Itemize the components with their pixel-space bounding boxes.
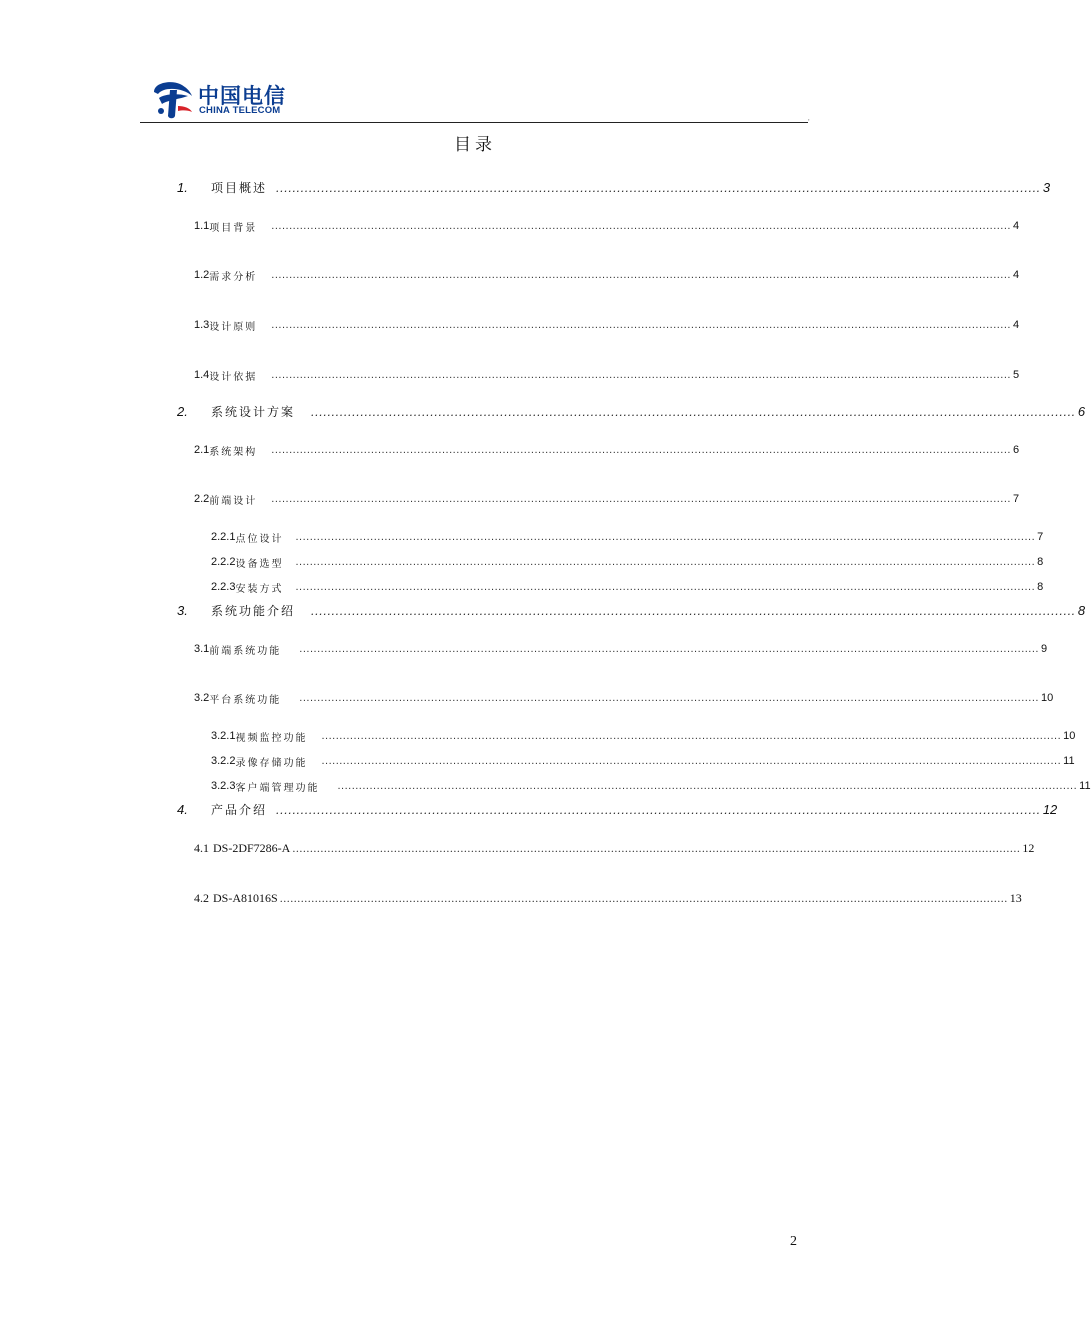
- toc-entry[interactable]: [194, 317, 1020, 333]
- toc-entry-label: 项目概述: [211, 180, 268, 195]
- toc-entry-page: 6: [1077, 403, 1086, 419]
- toc-entry-number: 1.3: [194, 319, 210, 331]
- toc-entry-number: 3.: [177, 602, 188, 618]
- logo-english-text: CHINA TELECOM: [199, 105, 281, 116]
- toc-entry-number: 4.: [177, 801, 188, 817]
- toc-entry-label: DS-A81016S: [213, 890, 278, 905]
- toc-entry-number: 1.4: [194, 369, 210, 381]
- toc-entry-number: 1.: [177, 179, 188, 195]
- toc-dot-leader: ................................................................................................................................................................................................................: [292, 840, 1021, 855]
- toc-entry[interactable]: [194, 267, 1020, 283]
- toc-entry-label: DS-2DF7286-A: [213, 840, 291, 855]
- toc-entry-label: 项目背景: [209, 222, 258, 234]
- china-telecom-logo: [150, 78, 290, 120]
- toc-entry-page: 9: [1040, 643, 1048, 655]
- toc-dot-leader: ................................................................................................................................................................................................................: [295, 581, 1036, 593]
- toc-entry[interactable]: [211, 753, 1075, 769]
- toc-dot-leader: ................................................................................................................................................................................................................: [321, 730, 1062, 742]
- toc-entry-number: 3.2.1: [211, 730, 236, 742]
- toc-entry[interactable]: [211, 778, 1091, 794]
- toc-entry-label: 产品介绍: [211, 802, 268, 817]
- toc-dot-leader: ................................................................................................................................................................................................................: [271, 220, 1011, 232]
- toc-dot-leader: ................................................................................................................................................................................................................: [271, 444, 1011, 456]
- toc-dot-leader: ................................................................................................................................................................................................................: [295, 556, 1036, 568]
- toc-entry-number: 4.1: [194, 840, 209, 855]
- toc-dot-leader: ..........................................................................................................................................................................................: [311, 403, 1076, 419]
- toc-entry[interactable]: [177, 179, 1051, 195]
- toc-entry[interactable]: [194, 367, 1020, 383]
- toc-entry-number: 3.1: [194, 643, 210, 655]
- toc-entry-label: 安装方式: [235, 583, 284, 595]
- toc-dot-leader: ................................................................................................................................................................................................................: [271, 319, 1011, 331]
- toc-dot-leader: ................................................................................................................................................................................................................: [279, 890, 1008, 905]
- toc-entry[interactable]: [177, 602, 1086, 618]
- toc-entry[interactable]: [177, 801, 1058, 817]
- toc-dot-leader: ................................................................................................................................................................................................................: [299, 692, 1039, 704]
- toc-entry-page: 8: [1077, 602, 1086, 618]
- toc-entry-number: 3.2: [194, 692, 210, 704]
- toc-dot-leader: ..........................................................................................................................................................................................: [311, 602, 1076, 618]
- china-telecom-logo-icon: [150, 78, 196, 120]
- toc-entry-number: 2.2.2: [211, 556, 236, 568]
- toc-entry[interactable]: [211, 529, 1044, 545]
- toc-entry[interactable]: [194, 491, 1020, 507]
- toc-entry-number: 2.2.3: [211, 581, 236, 593]
- toc-entry[interactable]: [211, 728, 1076, 744]
- toc-entry-page: 8: [1037, 581, 1044, 593]
- toc-entry[interactable]: [194, 840, 1035, 856]
- toc-entry-page: 10: [1040, 692, 1054, 704]
- toc-entry-page: 4: [1012, 319, 1020, 331]
- toc-entry-number: 3.2.2: [211, 755, 236, 767]
- toc-dot-leader: ................................................................................................................................................................................................................: [271, 369, 1011, 381]
- toc-entry[interactable]: [194, 641, 1048, 657]
- toc-entry-page: 11: [1063, 755, 1075, 767]
- toc-entry[interactable]: [177, 403, 1086, 419]
- toc-entry-label: 设备选型: [235, 558, 284, 570]
- toc-entry[interactable]: [194, 890, 1022, 906]
- toc-entry-number: 2.: [177, 403, 188, 419]
- toc-entry-page: 4: [1012, 220, 1020, 232]
- toc-entry[interactable]: [211, 554, 1044, 570]
- toc-entry-page: 10: [1063, 730, 1076, 742]
- toc-entry-page: 7: [1037, 531, 1044, 543]
- toc-entry[interactable]: [194, 442, 1020, 458]
- toc-entry[interactable]: [194, 690, 1054, 706]
- toc-entry-label: 录像存储功能: [235, 757, 308, 769]
- toc-dot-leader: ................................................................................................................................................................................................................: [271, 493, 1011, 505]
- toc-entry-page: 3: [1042, 179, 1051, 195]
- toc-entry[interactable]: [211, 579, 1044, 595]
- toc-entry-page: 7: [1012, 493, 1020, 505]
- toc-entry-label: 需求分析: [209, 271, 258, 283]
- page-number: 2: [790, 1234, 797, 1249]
- toc-entry-label: 系统设计方案: [211, 404, 296, 419]
- toc-entry-label: 前端系统功能: [209, 645, 282, 657]
- toc-entry-number: 3.2.3: [211, 780, 236, 792]
- toc-entry[interactable]: [194, 218, 1020, 234]
- header-rule: [140, 122, 808, 123]
- toc-entry-page: 6: [1012, 444, 1020, 456]
- toc-entry-page: 4: [1012, 269, 1020, 281]
- toc-dot-leader: ..........................................................................................................................................................................................: [276, 179, 1041, 195]
- toc-entry-label: 设计依据: [209, 371, 258, 383]
- toc-entry-label: 视频监控功能: [235, 732, 308, 744]
- toc-entry-number: 2.2.1: [211, 531, 236, 543]
- toc-entry-number: 1.2: [194, 269, 210, 281]
- toc-dot-leader: ................................................................................................................................................................................................................: [299, 643, 1039, 655]
- toc-entry-label: 平台系统功能: [209, 694, 282, 706]
- toc-entry-label: 设计原则: [209, 321, 258, 333]
- toc-entry-page: 13: [1009, 890, 1022, 905]
- toc-entry-page: 12: [1042, 801, 1058, 817]
- logo-chinese-text: 中国电信: [198, 84, 286, 108]
- toc-dot-leader: ..........................................................................................................................................................................................: [276, 801, 1041, 817]
- toc-entry-number: 2.2: [194, 493, 210, 505]
- toc-entry-label: 系统架构: [209, 446, 258, 458]
- toc-dot-leader: ................................................................................................................................................................................................................: [295, 531, 1036, 543]
- toc-entry-label: 系统功能介绍: [211, 603, 296, 618]
- toc-entry-number: 2.1: [194, 444, 210, 456]
- toc-entry-label: 前端设计: [209, 495, 258, 507]
- toc-title: 目录: [454, 135, 496, 155]
- toc-dot-leader: ................................................................................................................................................................................................................: [271, 269, 1011, 281]
- toc-entry-number: 1.1: [194, 220, 210, 232]
- toc-dot-leader: ................................................................................................................................................................................................................: [337, 780, 1078, 792]
- toc-entry-page: 8: [1037, 556, 1044, 568]
- header-rule-mark: ,: [808, 116, 810, 122]
- toc-entry-page: 5: [1012, 369, 1020, 381]
- toc-dot-leader: ................................................................................................................................................................................................................: [321, 755, 1062, 767]
- toc-entry-label: 客户端管理功能: [235, 782, 320, 794]
- toc-entry-page: 11: [1079, 780, 1091, 792]
- toc-entry-label: 点位设计: [235, 533, 284, 545]
- toc-entry-page: 12: [1022, 840, 1035, 855]
- toc-entry-number: 4.2: [194, 890, 209, 905]
